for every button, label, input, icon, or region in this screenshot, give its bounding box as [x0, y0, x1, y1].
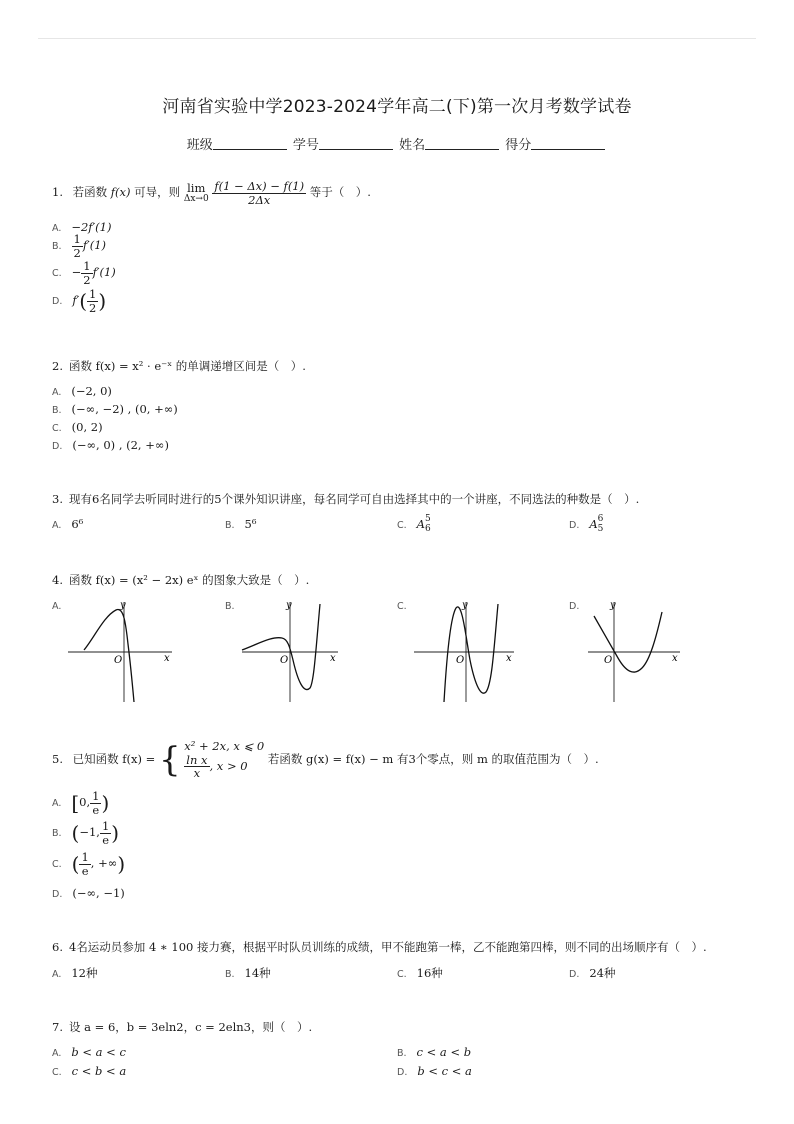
svg-text:x: x [672, 653, 678, 664]
q6-option-a[interactable]: A. 12种 [52, 966, 98, 980]
q6-option-b[interactable]: B. 14种 [225, 966, 271, 980]
q3-option-b[interactable]: B. 5⁶ [225, 517, 257, 531]
q4-option-b[interactable]: B. [225, 601, 235, 612]
q4-option-c[interactable]: C. [397, 601, 407, 612]
q4-option-d[interactable]: D. [569, 601, 580, 612]
svg-text:x: x [330, 653, 336, 664]
q4-option-a[interactable]: A. [52, 601, 62, 612]
difference-quotient: $\frac{f(1 - \Delta x) - f(1)}{2\Delta x}$ [214, 179, 305, 207]
q1-option-c[interactable]: C. − $\frac{1}{2}$ f′(1) [52, 259, 116, 287]
score-label: 得分 [505, 138, 532, 153]
q1-option-b[interactable]: B. $\frac{1}{2}$ f′(1) [52, 232, 107, 260]
q2-option-d[interactable]: D. (−∞, 0) , (2, +∞) [52, 438, 169, 452]
question-1-stem: 1. 若函数 f(x) 可导，则 lim Δx→0 $\frac{f(1 - \Delta x) - f(1)}{2\Delta x}$ 等于（ ）. [52, 179, 371, 207]
student-id-blank [319, 137, 393, 150]
svg-text:O: O [280, 655, 289, 666]
q7-option-b[interactable]: B. c < a < b [397, 1045, 472, 1059]
name-label: 姓名 [399, 138, 426, 153]
class-label: 班级 [186, 138, 213, 153]
q4-graph-a [64, 598, 184, 706]
q4-graph-b [238, 598, 348, 706]
q6-option-d[interactable]: D. 24种 [569, 966, 616, 980]
svg-text:y: y [286, 600, 292, 611]
limit-operator: lim Δx→0 [183, 180, 209, 204]
question-6-stem: 6. 4名运动员参加 4 ∗ 100 接力赛，根据平时队员训练的成绩，甲不能跑第一棒，乙不能跑第四棒，则不同的出场顺序有（ ）. [52, 940, 707, 954]
svg-text:x: x [164, 653, 170, 664]
q4-graph-c [410, 598, 522, 706]
svg-text:x: x [506, 653, 512, 664]
question-2-stem: 2. 函数 f(x) = x² · e⁻ˣ 的单调递增区间是（ ）. [52, 359, 306, 373]
curve-b [242, 604, 320, 690]
svg-text:y: y [120, 600, 126, 611]
q2-option-a[interactable]: A. (−2, 0) [52, 384, 112, 398]
question-4-stem: 4. 函数 f(x) = (x² − 2x) eˣ 的图象大致是（ ）. [52, 573, 310, 587]
curve-a [84, 609, 134, 702]
svg-text:O: O [456, 655, 465, 666]
q1-option-d[interactable]: D. f′( $\frac{1}{2}$ ) [52, 287, 107, 315]
q2-option-b[interactable]: B. (−∞, −2) , (0, +∞) [52, 402, 178, 416]
q5-option-c[interactable]: C. ( $\frac{1}{e}$ , +∞) [52, 850, 126, 878]
q5-option-a[interactable]: A. [0, $\frac{1}{e}$ ) [52, 789, 110, 817]
q7-option-a[interactable]: A. b < a < c [52, 1045, 126, 1059]
svg-text:O: O [604, 655, 613, 666]
score-blank [531, 137, 605, 150]
student-id-label: 学号 [292, 138, 319, 153]
q3-option-a[interactable]: A. 6⁶ [52, 517, 84, 531]
q6-option-c[interactable]: C. 16种 [397, 966, 443, 980]
class-blank [213, 137, 287, 150]
header-rule [38, 38, 756, 39]
page-title: 河南省实验中学2023-2024学年高二(下)第一次月考数学试卷 [162, 97, 632, 117]
student-info-row [0, 134, 794, 153]
q7-option-c[interactable]: C. c < b < a [52, 1064, 127, 1078]
q5-option-b[interactable]: B. (−1, $\frac{1}{e}$ ) [52, 819, 120, 847]
svg-text:y: y [610, 600, 616, 611]
q5-option-d[interactable]: D. (−∞, −1) [52, 886, 125, 900]
curve-c [444, 604, 498, 702]
q1-option-a[interactable]: A. −2f′(1) [52, 220, 112, 234]
question-3-stem: 3. 现有6名同学去听同时进行的5个课外知识讲座，每名同学可自由选择其中的一个讲座，不同选法的种数是（ ）. [52, 492, 640, 506]
svg-text:y: y [462, 600, 468, 611]
q7-option-d[interactable]: D. b < c < a [397, 1064, 472, 1078]
q2-option-c[interactable]: C. (0, 2) [52, 420, 103, 434]
q3-option-c[interactable]: C. A 5 6 [397, 514, 431, 534]
piecewise-cases: x² + 2x, x ⩽ 0 $\frac{\text{ln x}}{x}$ , x > 0 [184, 739, 265, 781]
q4-graph-d [584, 598, 688, 706]
q3-option-d[interactable]: D. A 6 5 [569, 514, 604, 534]
question-7-stem: 7. 设 a = 6，b = 3eln2，c = 2eln3，则（ ）. [52, 1020, 313, 1034]
svg-text:O: O [114, 655, 123, 666]
name-blank [425, 137, 499, 150]
question-5-stem: 5. 已知函数 f(x) = { x² + 2x, x ⩽ 0 $\frac{\text{ln x}}{x}$ , x > 0 若函数 g(x) = f(x) − m 有3个零点，则 m 的取值范围为（ ）. [52, 739, 599, 781]
